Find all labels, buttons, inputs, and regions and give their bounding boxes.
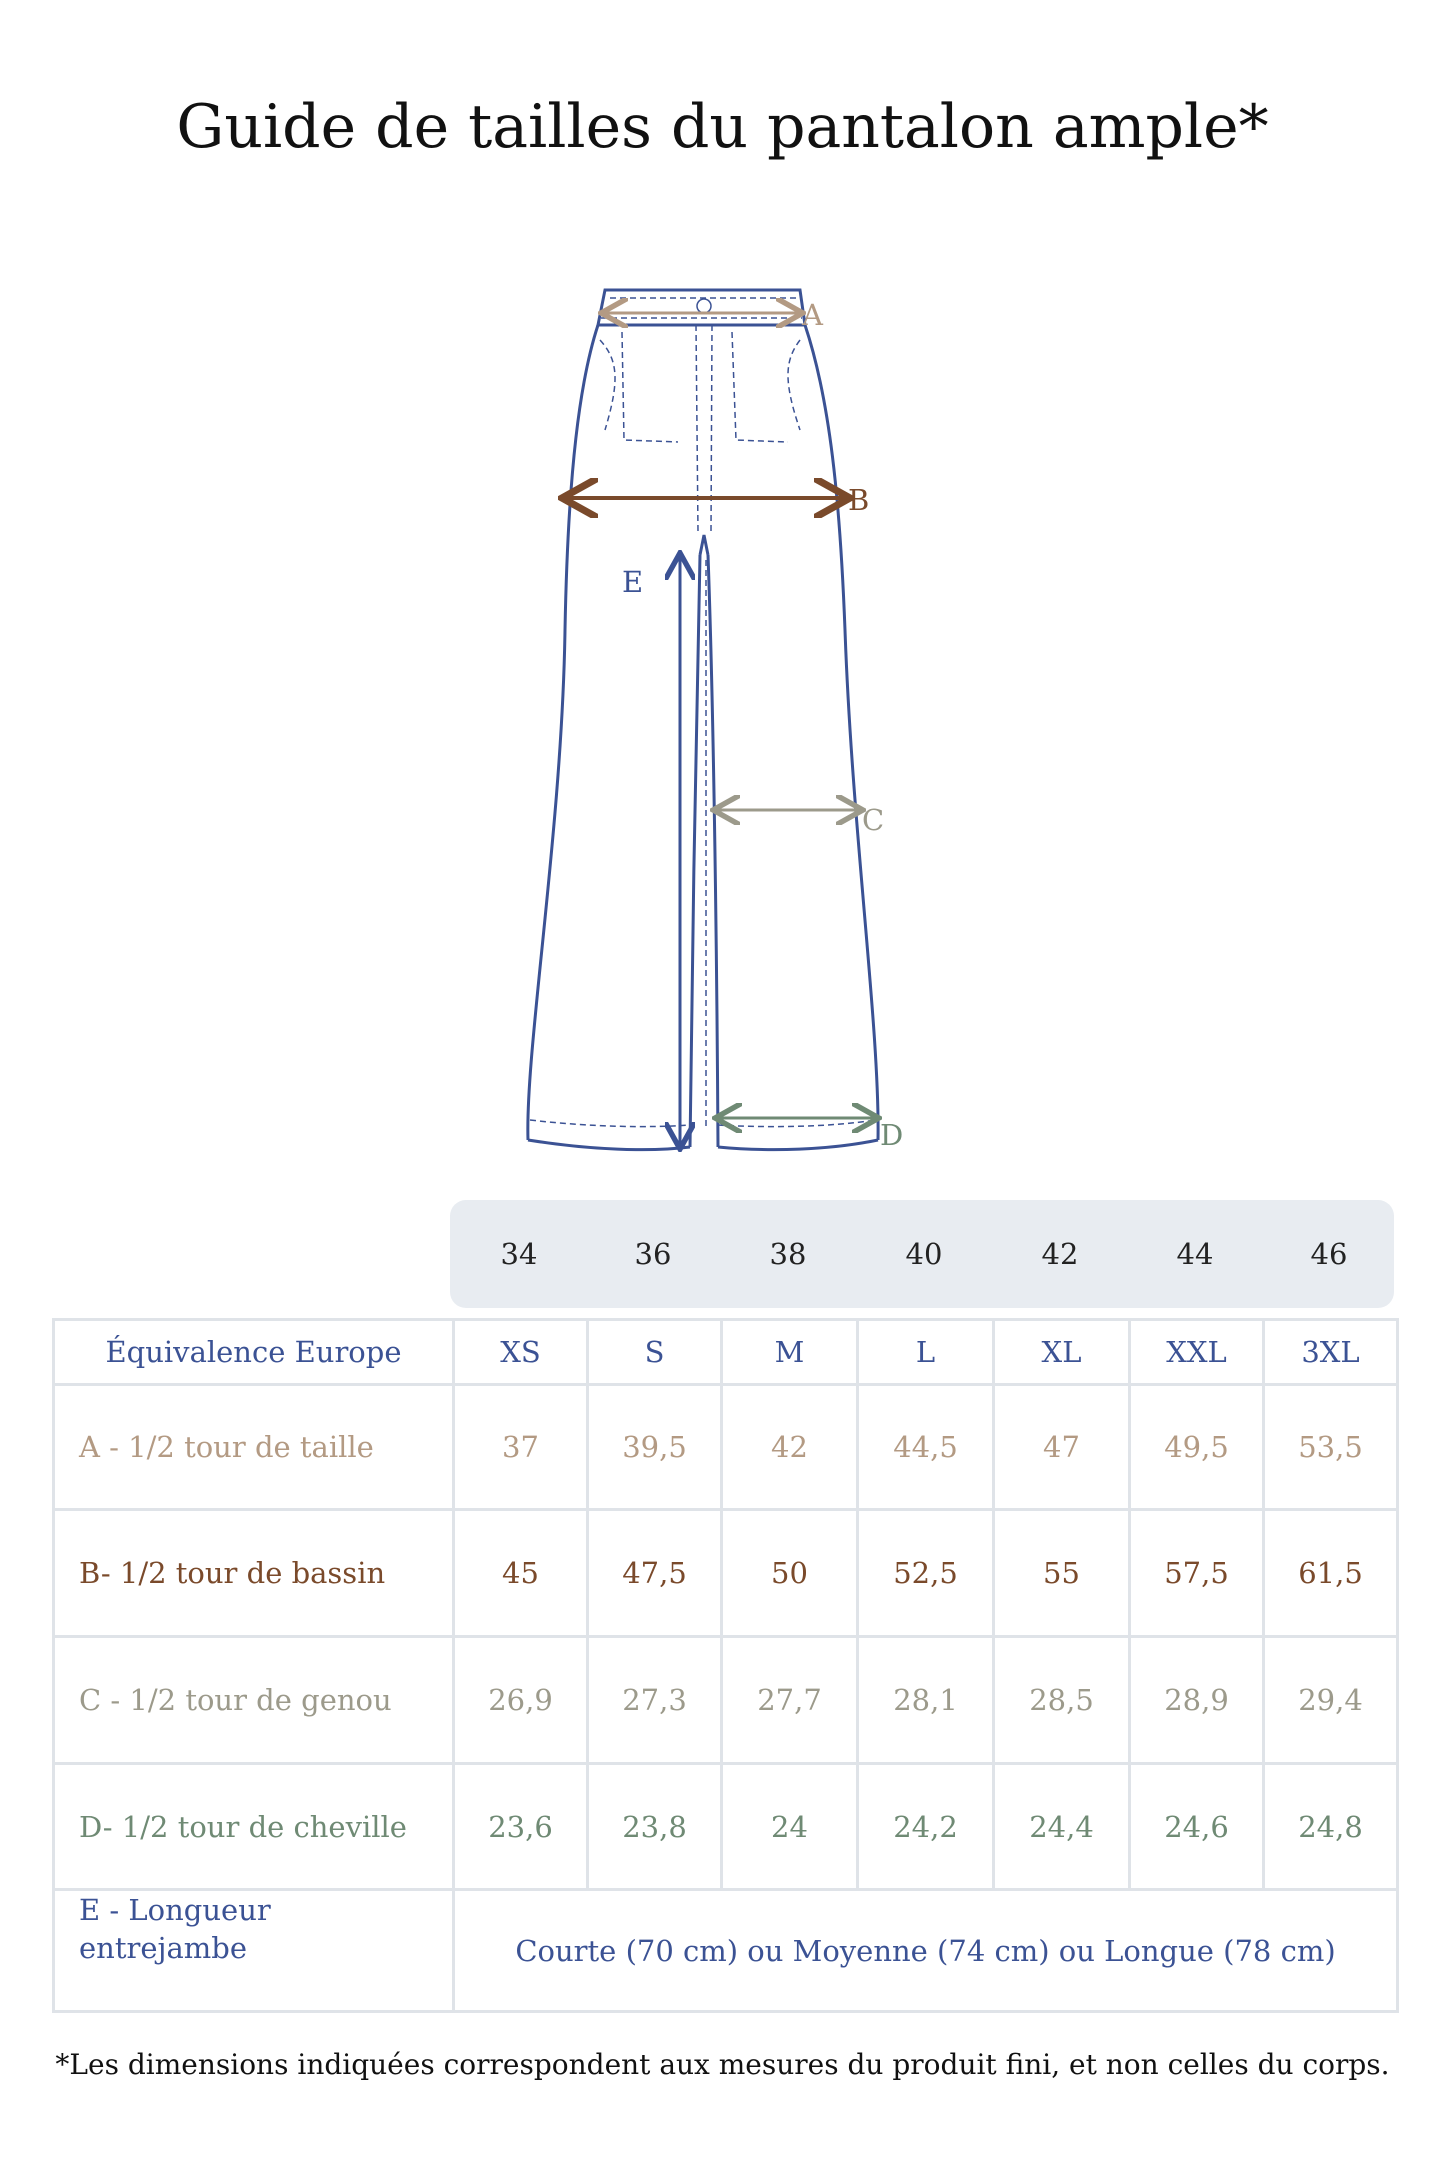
page-title: Guide de tailles du pantalon ample* bbox=[176, 92, 1269, 162]
table-cell: 24,8 bbox=[1298, 1809, 1363, 1844]
table-cell: M bbox=[774, 1335, 805, 1369]
row-label-e-line2: entrejambe bbox=[79, 1931, 248, 1965]
row-e-value: Courte (70 cm) ou Moyenne (74 cm) ou Longue (78 cm) bbox=[515, 1933, 1336, 1968]
table-cell: 49,5 bbox=[1164, 1430, 1229, 1464]
size-header-cell: 42 bbox=[1041, 1237, 1079, 1271]
row-label: D- 1/2 tour de cheville bbox=[79, 1809, 407, 1844]
size-header-cell: 34 bbox=[500, 1237, 538, 1271]
measure-e-label: E bbox=[622, 565, 644, 599]
table-cell: 27,3 bbox=[622, 1683, 687, 1717]
size-header bbox=[450, 1200, 1394, 1308]
table-gridline bbox=[1396, 1318, 1399, 2013]
table-cell: 27,7 bbox=[757, 1683, 822, 1717]
row-label: A - 1/2 tour de taille bbox=[79, 1430, 374, 1464]
table-cell: XXL bbox=[1166, 1335, 1227, 1369]
measure-d-label: D bbox=[880, 1118, 904, 1152]
table-cell: 44,5 bbox=[893, 1430, 958, 1464]
table-cell: 23,8 bbox=[622, 1809, 687, 1844]
table-cell: 39,5 bbox=[622, 1430, 687, 1464]
table-gridline bbox=[52, 2010, 1396, 2013]
table-cell: 24,6 bbox=[1164, 1809, 1229, 1844]
row-label-e bbox=[55, 1891, 452, 2010]
table-cell: 3XL bbox=[1301, 1335, 1360, 1369]
table-cell: 23,6 bbox=[488, 1809, 553, 1844]
trouser-diagram bbox=[500, 270, 930, 1170]
size-header-cell: 38 bbox=[769, 1237, 807, 1271]
row-label: C - 1/2 tour de genou bbox=[79, 1683, 392, 1717]
trouser-seams bbox=[530, 298, 876, 1130]
table-cell: 24 bbox=[771, 1809, 808, 1844]
table-cell: 50 bbox=[771, 1556, 808, 1590]
table-cell: L bbox=[915, 1335, 936, 1369]
row-label-e-line1: E - Longueur bbox=[79, 1893, 271, 1927]
table-cell: 26,9 bbox=[488, 1683, 553, 1717]
table-cell: 28,5 bbox=[1029, 1683, 1094, 1717]
footnote: *Les dimensions indiquées correspondent aux mesures du produit fini, et non celles du corps. bbox=[55, 2048, 1390, 2081]
measure-b-label: B bbox=[848, 483, 870, 517]
table-cell: 29,4 bbox=[1298, 1683, 1363, 1717]
trouser-outline bbox=[528, 290, 878, 1150]
size-header-cell: 40 bbox=[905, 1237, 943, 1271]
table-cell: XS bbox=[500, 1335, 541, 1369]
row-label: B- 1/2 tour de bassin bbox=[79, 1556, 386, 1590]
table-cell: S bbox=[644, 1335, 665, 1369]
table-cell: 55 bbox=[1043, 1556, 1080, 1590]
table-cell: 47 bbox=[1043, 1430, 1080, 1464]
table-cell: 52,5 bbox=[893, 1556, 958, 1590]
table-cell: 47,5 bbox=[622, 1556, 687, 1590]
measure-a-label: A bbox=[802, 298, 823, 332]
size-header-cell: 36 bbox=[634, 1237, 672, 1271]
table-cell: 37 bbox=[502, 1430, 539, 1464]
table-cell: 61,5 bbox=[1298, 1556, 1363, 1590]
table-cell: 28,9 bbox=[1164, 1683, 1229, 1717]
row-label: Équivalence Europe bbox=[105, 1335, 402, 1369]
size-header-cell: 46 bbox=[1310, 1237, 1348, 1271]
table-cell: 45 bbox=[502, 1556, 539, 1590]
table-cell: 28,1 bbox=[893, 1683, 958, 1717]
button-icon bbox=[697, 299, 711, 313]
measure-c-label: C bbox=[862, 803, 885, 837]
table-cell: 53,5 bbox=[1298, 1430, 1363, 1464]
size-header-cell: 44 bbox=[1176, 1237, 1214, 1271]
table-cell: 57,5 bbox=[1164, 1556, 1229, 1590]
table-cell: XL bbox=[1041, 1335, 1082, 1369]
table-cell: 24,4 bbox=[1029, 1809, 1094, 1844]
table-cell: 24,2 bbox=[893, 1809, 958, 1844]
table-cell: 42 bbox=[771, 1430, 808, 1464]
